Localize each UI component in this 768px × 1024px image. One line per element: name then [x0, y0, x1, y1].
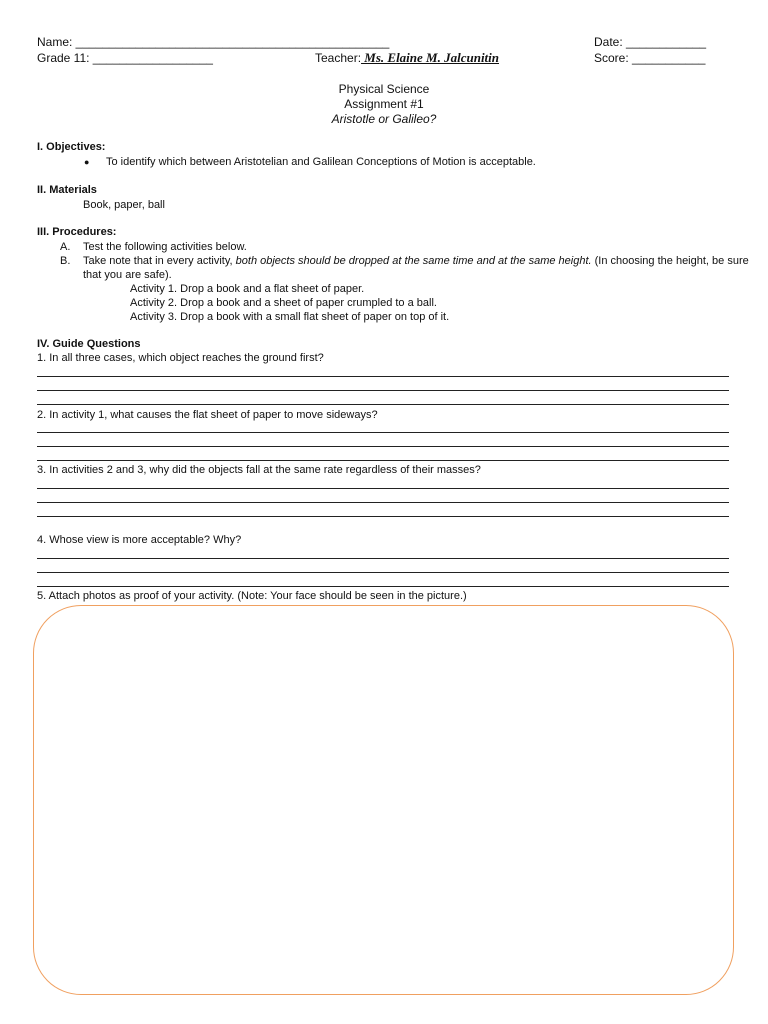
- procedure-b-text: [83, 255, 749, 267]
- teacher-label: Teacher:: [315, 51, 362, 65]
- objective-text: To identify which between Aristotelian and Galilean Conceptions of Motion is acceptable.: [106, 156, 536, 168]
- question-1: 1. In all three cases, which object reaches the ground first?: [37, 352, 324, 364]
- answer-line[interactable]: [37, 432, 729, 433]
- name-field-label: Name: _______________________________________________: [37, 35, 390, 49]
- photo-attachment-box[interactable]: [33, 605, 734, 995]
- objectives-heading: I. Objectives:: [37, 141, 106, 153]
- procedure-a-text: Test the following activities below.: [83, 241, 247, 253]
- procedure-a-marker: A.: [60, 241, 71, 253]
- teacher-name: Ms. Elaine M. Jalcunitin: [361, 50, 500, 65]
- objective-bullet: ●: [84, 157, 90, 167]
- procedure-b-emphasis: both objects should be dropped at the same time and at the same height.: [235, 255, 592, 267]
- answer-line[interactable]: [37, 516, 729, 517]
- answer-line[interactable]: [37, 376, 729, 377]
- answer-line[interactable]: [37, 572, 729, 573]
- procedure-b-text-continued: that you are safe).: [83, 269, 172, 281]
- assignment-title: Assignment #1: [344, 97, 424, 111]
- grade-field-label: Grade 11: __________________: [37, 51, 213, 65]
- activity-item: Activity 2. Drop a book and a sheet of paper crumpled to a ball.: [130, 297, 437, 309]
- activity-item: Activity 1. Drop a book and a flat sheet of paper.: [130, 283, 365, 295]
- question-3: 3. In activities 2 and 3, why did the objects fall at the same rate regardless of their masses?: [37, 464, 481, 476]
- answer-line[interactable]: [37, 586, 729, 587]
- subject-title: Physical Science: [338, 82, 430, 96]
- teacher-field: [315, 50, 499, 66]
- question-2: 2. In activity 1, what causes the flat sheet of paper to move sideways?: [37, 409, 378, 421]
- answer-line[interactable]: [37, 390, 729, 391]
- score-field-label: Score: ___________: [594, 51, 706, 65]
- procedure-b-text-end: (In choosing the height, be sure: [591, 255, 749, 267]
- procedure-b-text-start: Take note that in every activity,: [83, 255, 236, 267]
- date-field-label: Date: ____________: [594, 35, 707, 49]
- answer-line[interactable]: [37, 488, 729, 489]
- materials-heading: II. Materials: [37, 184, 97, 196]
- answer-line[interactable]: [37, 404, 729, 405]
- question-4: 4. Whose view is more acceptable? Why?: [37, 534, 242, 546]
- answer-line[interactable]: [37, 446, 729, 447]
- procedure-b-marker: B.: [60, 255, 71, 267]
- materials-list: Book, paper, ball: [83, 199, 165, 211]
- guide-questions-heading: IV. Guide Questions: [37, 338, 141, 350]
- question-5: 5. Attach photos as proof of your activity. (Note: Your face should be seen in the picture.): [37, 590, 467, 602]
- answer-line[interactable]: [37, 460, 729, 461]
- procedures-heading: III. Procedures:: [37, 226, 117, 238]
- topic-title: Aristotle or Galileo?: [331, 112, 437, 126]
- answer-line[interactable]: [37, 502, 729, 503]
- answer-line[interactable]: [37, 558, 729, 559]
- activity-item: Activity 3. Drop a book with a small flat sheet of paper on top of it.: [130, 311, 450, 323]
